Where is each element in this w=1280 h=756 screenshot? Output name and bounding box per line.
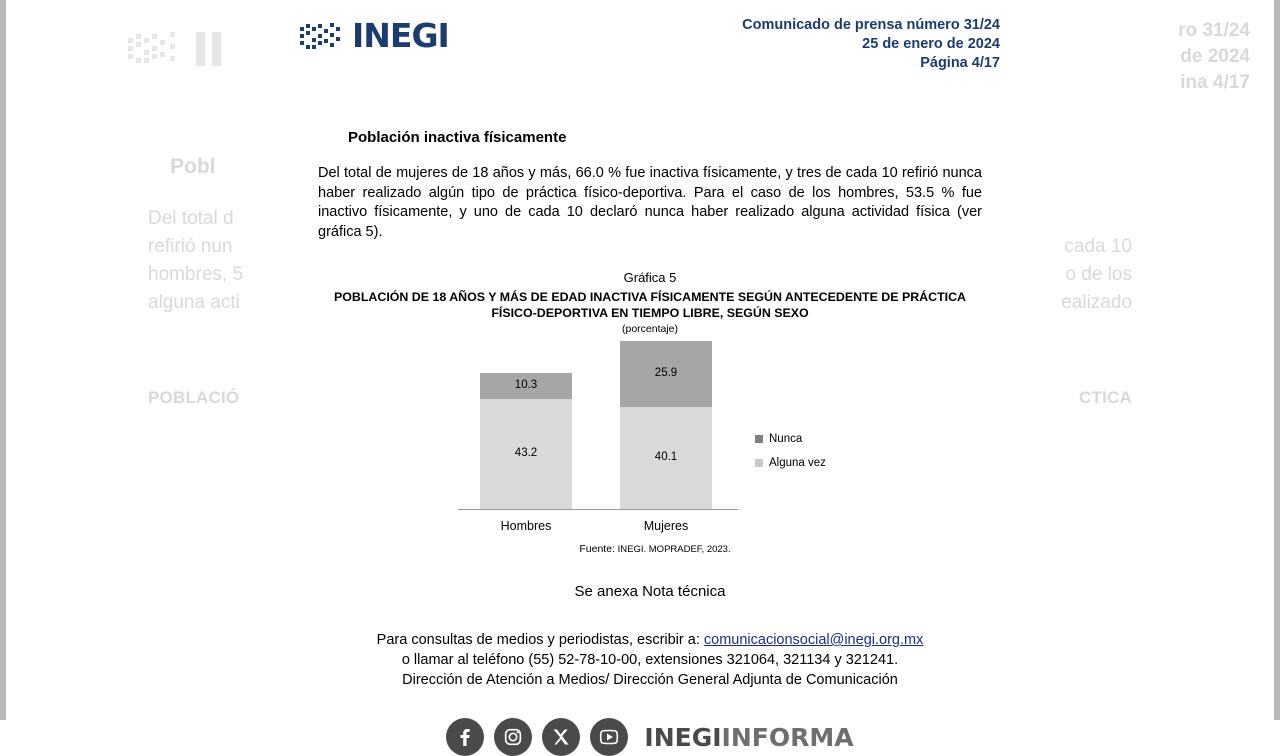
chart-segment-algunavez-hombres: 43.2 (480, 399, 572, 509)
chart-category-label-hombres: Hombres (500, 519, 552, 533)
chart-title: POBLACIÓN DE 18 AÑOS Y MÁS DE EDAD INACTIVA FÍSICAMENTE SEGÚN ANTECEDENTE DE PRÁCTICA FÍSICO-DEPORTIVA EN TIEMPO LIBRE, SEGÚN SEXO (334, 290, 966, 320)
chart-plot-area (300, 341, 1000, 541)
ghost-section-title: Pobl (170, 155, 216, 178)
facebook-icon[interactable] (446, 718, 484, 756)
ghost-paragraph-right: cada 10 o de los ealizado (1061, 236, 1132, 313)
ghost-chart-title-right: CTICA (1079, 388, 1132, 407)
chart-legend (755, 433, 826, 481)
contact-line-1 (300, 630, 1000, 650)
inegi-logo (300, 16, 449, 55)
ghost-chart-title-left: POBLACIÓ (148, 388, 240, 407)
inegi-wordmark: INEGI (352, 16, 449, 55)
ghost-header-meta: ro 31/24 de 2024 ina 4/17 (1178, 20, 1250, 93)
press-release-date: 25 de enero de 2024 (862, 36, 1000, 52)
page-number: Página 4/17 (920, 55, 1000, 71)
chart-figure-number: Gráfica 5 (623, 270, 677, 285)
legend-swatch-algunavez-icon (755, 459, 763, 467)
chart-subtitle: (porcentaje) (621, 323, 679, 335)
chart-segment-nunca-mujeres: 25.9 (620, 341, 712, 407)
inegi-logo-ghost-icon (128, 28, 238, 73)
legend-item-nunca (755, 433, 826, 445)
chart-category-label-mujeres: Mujeres (643, 519, 689, 533)
chart-bar-hombres (480, 373, 572, 509)
chart-axis-line (458, 509, 738, 510)
page-edge-left (0, 0, 6, 720)
contact-line-2: o llamar al teléfono (55) 52-78-10-00, extensiones 321064, 321134 y 321241. (401, 652, 899, 668)
chart-segment-nunca-hombres: 10.3 (480, 373, 572, 399)
x-twitter-icon[interactable] (542, 718, 580, 756)
document-header (300, 0, 1000, 73)
social-bar (300, 718, 1000, 756)
inegi-dots-icon (300, 21, 346, 51)
press-release-meta (742, 16, 1000, 73)
youtube-icon[interactable] (590, 718, 628, 756)
chart-source-text: INEGI. MOPRADEF, 2023. (617, 544, 731, 555)
contact-line-3: Dirección de Atención a Medios/ Dirección General Adjunta de Comunicación (402, 672, 898, 688)
chart-segment-algunavez-mujeres: 40.1 (620, 407, 712, 509)
chart-source (300, 543, 1000, 555)
legend-swatch-nunca-icon (755, 435, 763, 443)
section-title: Población inactiva físicamente (348, 129, 567, 146)
inegi-informa-light: INFORMA (721, 722, 854, 752)
contact-email-link[interactable]: comunicacionsocial@inegi.org.mx (703, 632, 924, 648)
legend-label-nunca: Nunca (769, 433, 803, 445)
chart-figure (300, 270, 1000, 555)
legend-item-algunavez (755, 457, 826, 469)
document-page (300, 0, 1000, 752)
chart-bar-mujeres (620, 341, 712, 509)
contact-block (300, 630, 1000, 690)
legend-label-algunavez: Alguna vez (769, 457, 826, 469)
contact-prefix: Para consultas de medios y periodistas, escribir a: (376, 632, 704, 648)
body-paragraph: Del total de mujeres de 18 años y más, 66.0 % fue inactiva físicamente, y tres de cada 10 refirió nunca haber realizado algún tipo de práctica físico-deportiva. Para el caso de los hombres, 53.5 % fue inactivo físicamente, y uno de cada 10 declaró nunca haber realizado alguna actividad física (ver gráfica 5). (318, 165, 982, 240)
chart-source-label: Fuente: (579, 543, 615, 555)
instagram-icon[interactable] (494, 718, 532, 756)
inegi-informa-wordmark (644, 723, 853, 752)
annex-note: Se anexa Nota técnica (574, 583, 726, 600)
press-release-number: Comunicado de prensa número 31/24 (742, 17, 1000, 33)
ghost-paragraph-left: Del total d refirió nun hombres, 5 alguna acti (148, 208, 244, 313)
page-edge-right (1274, 0, 1280, 720)
inegi-informa-bold: INEGI (644, 722, 722, 752)
